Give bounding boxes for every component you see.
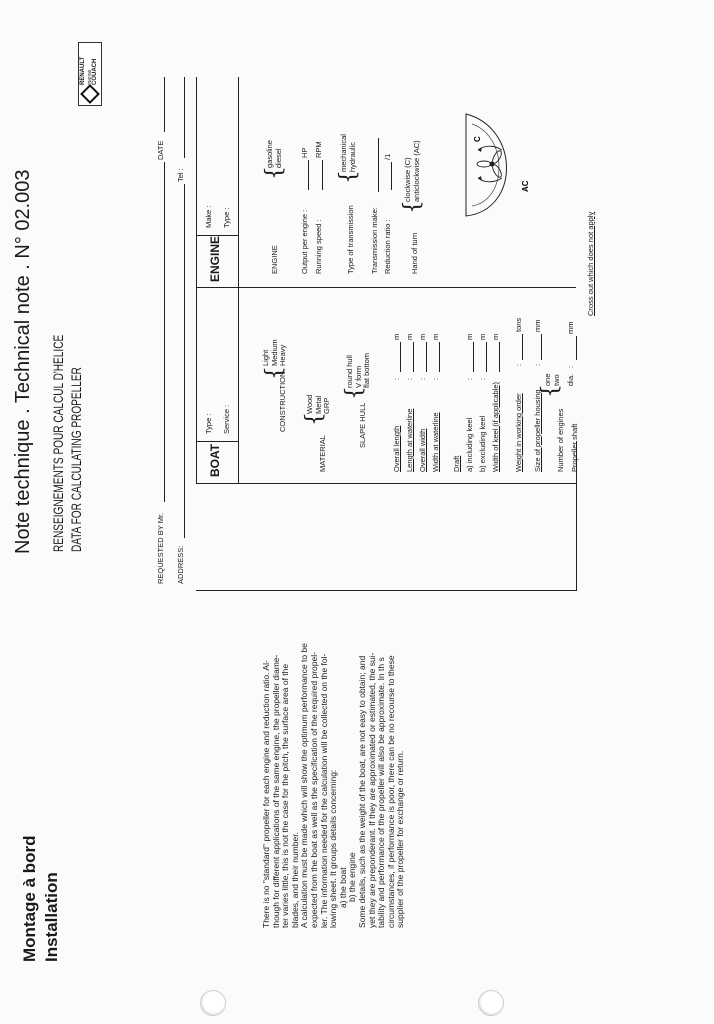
including-keel-colon: : xyxy=(465,377,474,380)
transmission-make-label: Transmission make: xyxy=(370,207,379,274)
text-line: A calculation must be made which will show the optimum performance to be xyxy=(299,643,310,928)
material-label: MATERIAL xyxy=(318,435,327,472)
overall-length-colon: : xyxy=(392,377,401,380)
size-housing-field[interactable] xyxy=(541,334,542,360)
dimensions-block xyxy=(390,317,544,472)
construction-option-light: Light xyxy=(261,349,270,366)
fuel-option-diesel: diesel xyxy=(273,148,283,168)
engines-brace: { xyxy=(538,384,563,398)
requested-by-label: REQUESTED BY Mr. xyxy=(156,512,165,584)
weight-field[interactable] xyxy=(522,334,523,360)
row-length-waterline xyxy=(403,333,416,472)
address-line xyxy=(184,184,185,538)
requested-by-line xyxy=(164,162,165,502)
construction-label: CONSTRUCTION xyxy=(278,371,287,432)
list-item: a) the boat xyxy=(337,867,348,908)
turn-options xyxy=(404,140,421,202)
reduction-ratio-label: Reduction ratio : xyxy=(383,219,392,274)
width-waterline-field[interactable] xyxy=(439,342,440,372)
boat-header-top xyxy=(196,464,197,484)
construction-option-heavy: Heavy xyxy=(278,344,287,366)
overall-width-unit: m xyxy=(418,333,427,340)
hull-brace: { xyxy=(342,386,367,400)
text-line: though for different applications of the same engine, the propeller diame- xyxy=(270,654,281,928)
text-line: ter varies little, this is not the case for the pitch, the surface area of the xyxy=(280,663,291,928)
list-item: b) the engine xyxy=(347,852,358,902)
number-engines-label: Number of engines xyxy=(556,408,565,472)
engine-heading: ENGINE xyxy=(208,235,222,282)
material-brace: { xyxy=(302,412,327,426)
form-rule-header-bottom xyxy=(238,77,239,484)
hull-options xyxy=(346,353,372,388)
dia-unit: mm xyxy=(566,321,575,334)
material-option-metal: Metal xyxy=(313,395,323,414)
length-waterline-colon: : xyxy=(405,377,414,380)
width-waterline-label: Width at waterline xyxy=(431,412,440,472)
size-housing-colon: : xyxy=(533,363,542,366)
form-rule-top xyxy=(196,77,197,464)
address-label: ADDRESS: xyxy=(176,545,185,584)
width-waterline-colon: : xyxy=(431,377,440,380)
hull-option-v: V form xyxy=(353,365,363,388)
width-keel-field[interactable] xyxy=(499,342,500,372)
width-keel-unit: m xyxy=(491,333,500,340)
turn-option-clockwise: clockwise (C) xyxy=(403,157,412,202)
tel-line xyxy=(184,77,185,158)
width-waterline-unit: m xyxy=(431,333,440,340)
logo-renault: RENAULT xyxy=(80,56,86,85)
material-option-wood: Wood xyxy=(305,394,314,414)
company-logo xyxy=(78,42,102,106)
text-line: circumstances, if performance is poor, there can be no recourse to these xyxy=(385,655,396,928)
construction-option-medium: Medium xyxy=(269,339,279,366)
boat-box-divider xyxy=(196,441,238,442)
overall-length-unit: m xyxy=(392,333,401,340)
engines-option-two: two xyxy=(551,374,561,386)
label-ac: AC xyxy=(521,180,530,192)
width-keel-label: Width of keel (if applicable) xyxy=(491,381,500,472)
transmission-brace: { xyxy=(336,170,361,184)
excluding-keel-colon: : xyxy=(478,377,487,380)
text-line: blades, and their number. xyxy=(289,832,300,928)
logo-couach: COUACH xyxy=(92,58,98,85)
transmission-options xyxy=(340,134,357,172)
renault-diamond-icon xyxy=(80,84,100,104)
length-waterline-label: Length at waterline xyxy=(405,408,414,472)
row-including-keel xyxy=(463,333,476,472)
subtitle-fr: RENSEIGNEMENTS POUR CALCUL D'HELICE xyxy=(50,334,66,552)
including-keel-field[interactable] xyxy=(473,342,474,372)
section-title-fr: Montage à bord xyxy=(20,835,39,962)
fuel-option-gasoline: gasoline xyxy=(265,140,274,168)
row-width-keel xyxy=(489,333,502,472)
output-unit: HP xyxy=(300,147,309,158)
intro-text xyxy=(262,643,406,928)
excluding-keel-label: b) excluding keel xyxy=(478,415,487,472)
overall-width-field[interactable] xyxy=(426,342,427,372)
transmission-make-field[interactable] xyxy=(378,138,379,192)
date-line xyxy=(164,77,165,132)
material-options xyxy=(306,395,332,414)
weight-label: Weight in working order xyxy=(514,393,523,472)
slape-hull-label: SLAPE HULL xyxy=(358,402,367,448)
including-keel-unit: m xyxy=(465,333,474,340)
boat-type-label: Type : xyxy=(204,413,213,434)
turn-brace: { xyxy=(400,200,425,214)
punch-hole-right xyxy=(478,990,504,1016)
size-housing-unit: mm xyxy=(533,319,542,332)
hand-of-turn-label: Hand of turn xyxy=(410,232,419,274)
text-line: expected from the boat as well as the specification of the required propel- xyxy=(308,652,319,928)
boat-heading: BOAT xyxy=(208,443,222,477)
including-keel-label: a) including keel xyxy=(465,417,474,472)
ratio-unit: /1 xyxy=(383,153,392,160)
text-line: supplier of the propeller for exchange or return. xyxy=(395,750,406,928)
overall-length-label: Overall length xyxy=(392,425,401,472)
hull-option-flat: flat bottom xyxy=(362,352,371,388)
transmission-type-label: Type of transmission xyxy=(346,205,355,274)
construction-options xyxy=(262,339,288,366)
propeller-shaft-label: Propeller shaft xyxy=(570,423,579,472)
transmission-option-hydraulic: hydraulic xyxy=(347,141,357,172)
weight-colon: : xyxy=(514,363,523,366)
excluding-keel-unit: m xyxy=(478,333,487,340)
text-line: There is no "standard" propeller for each engine and reduction ratio. Al- xyxy=(261,660,271,928)
length-waterline-field[interactable] xyxy=(413,342,414,372)
engine-make-label: Make : xyxy=(204,205,213,228)
fuel-brace: { xyxy=(262,166,287,180)
row-overall-width xyxy=(416,333,429,472)
construction-brace: { xyxy=(262,366,287,380)
reduction-ratio-field[interactable] xyxy=(391,162,392,190)
overall-length-field[interactable] xyxy=(400,342,401,372)
text-line: Some details, such as the weight of the boat, are not easy to obtain; and xyxy=(356,655,367,928)
cross-out-note: Cross out which does not apply xyxy=(586,211,595,316)
form-left-border xyxy=(196,483,576,484)
subtitle-en: DATA FOR CALCULATING PROPELLER xyxy=(68,367,84,552)
note-title: Note technique . Technical note . N° 02.003 xyxy=(12,169,34,554)
label-c: C xyxy=(473,136,482,142)
running-speed-label: Running speed : xyxy=(314,219,323,274)
turn-option-anticlockwise: anticlockwise (AC) xyxy=(411,140,421,202)
overall-width-colon: : xyxy=(418,377,427,380)
overall-width-label: Overall width xyxy=(418,428,427,472)
weight-unit: tons xyxy=(514,317,523,332)
text-line: tability and performance of the propeller will also be approximate. In th s xyxy=(376,657,387,928)
engines-options xyxy=(544,373,561,386)
size-housing-label: Size of propeller housing xyxy=(533,389,542,472)
row-weight xyxy=(512,317,525,472)
dia-colon: : xyxy=(566,365,575,368)
form-left-bottom xyxy=(196,590,576,591)
hull-outline xyxy=(466,114,507,216)
fuel-options xyxy=(266,140,283,168)
tel-label: Tel : xyxy=(176,168,185,182)
section-title-en: Installation xyxy=(42,872,61,962)
propeller-diagram xyxy=(456,104,536,224)
speed-unit: RPM xyxy=(314,141,323,158)
boat-service-label: Service : xyxy=(222,404,231,434)
dia-field[interactable] xyxy=(576,336,577,360)
draft-label: Draft xyxy=(452,455,461,472)
output-field[interactable] xyxy=(308,160,309,190)
hull-option-round: round hull xyxy=(345,355,354,388)
length-waterline-unit: m xyxy=(405,333,414,340)
excluding-keel-field[interactable] xyxy=(486,342,487,372)
date-label: DATE xyxy=(156,140,165,160)
column-divider xyxy=(196,287,576,288)
dia-label: dia. xyxy=(566,373,575,386)
transmission-option-mechanical: mechanical xyxy=(339,134,348,172)
text-line: yet they are preponderant. If they are approximated or estimated, the sui- xyxy=(366,652,377,928)
text-line: lowing sheet. It groups details concerning: xyxy=(328,769,339,928)
row-overall-length xyxy=(390,333,403,472)
output-label: Output per engine : xyxy=(300,209,309,274)
logo-marine: marine xyxy=(87,69,93,85)
running-speed-field[interactable] xyxy=(322,160,323,190)
engines-option-one: one xyxy=(543,373,552,386)
material-option-grp: GRP xyxy=(322,397,331,414)
row-excluding-keel xyxy=(476,333,489,472)
row-width-waterline xyxy=(429,333,442,472)
engine-type-label: Type : xyxy=(222,207,231,228)
punch-hole-left xyxy=(200,990,226,1016)
text-line: ler. The information needed for the calculation will be collected on the fol- xyxy=(318,653,329,928)
propeller-blade xyxy=(477,161,491,167)
engine-fuel-label: ENGINE xyxy=(270,245,279,274)
propeller-blade xyxy=(491,163,503,178)
propeller-blade xyxy=(491,149,503,164)
